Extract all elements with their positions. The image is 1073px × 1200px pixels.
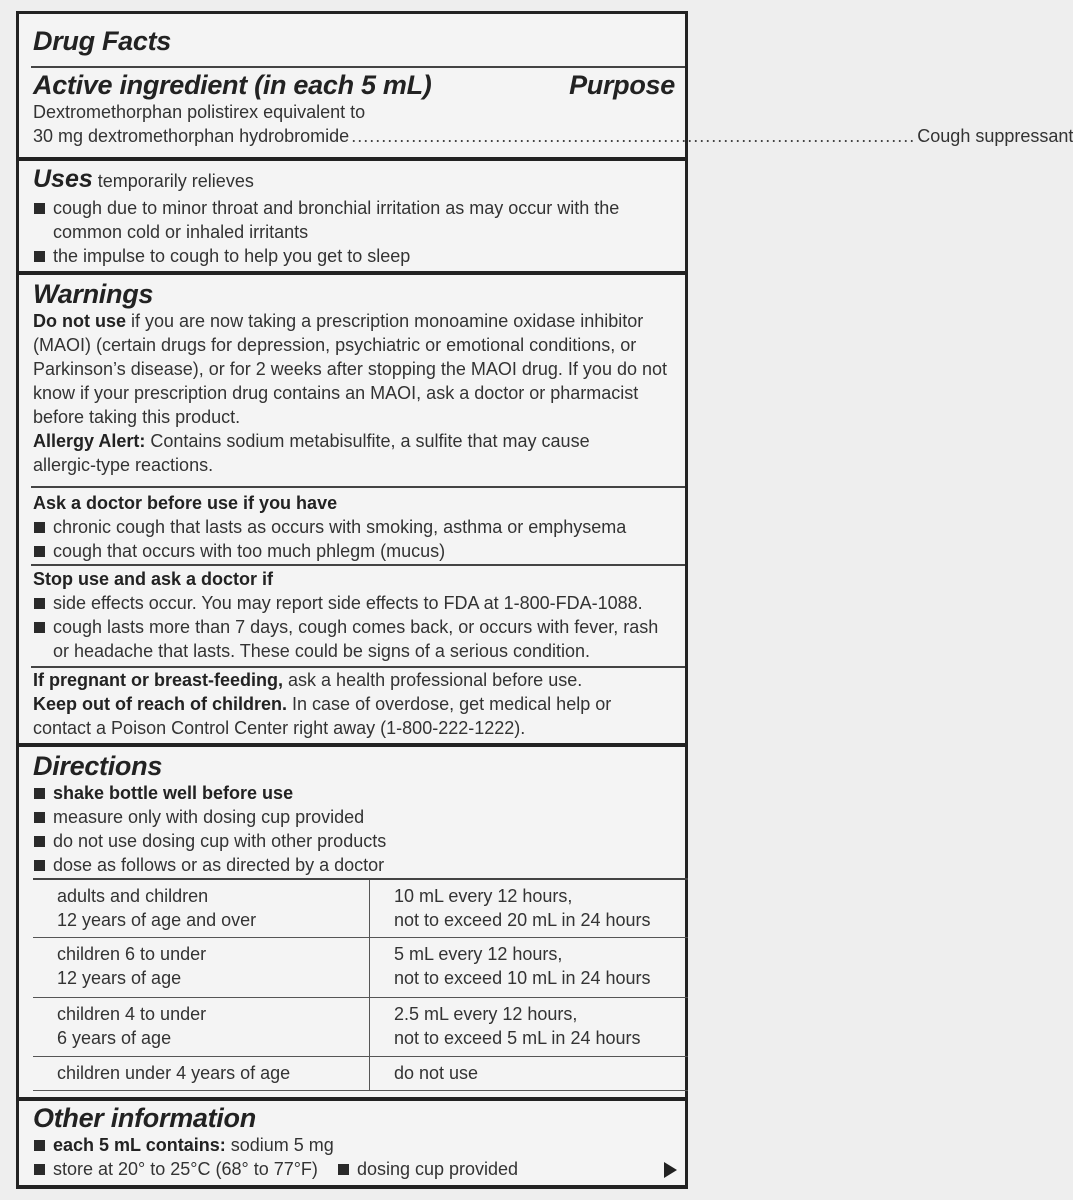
warnings-section <box>19 279 685 477</box>
purpose-text: Cough suppressant <box>917 126 1073 146</box>
directions-bullet-4: dose as follows or as directed by a doctor <box>33 853 675 877</box>
ask-doctor-heading: Ask a doctor before use if you have <box>33 493 338 513</box>
allergy-text: Contains sodium metabisulfite, a sulfite that may cause <box>145 431 590 451</box>
stop-use-bullet-2-cont: or headache that lasts. These could be signs of a serious condition. <box>53 641 591 661</box>
pregnancy-section <box>19 668 685 740</box>
directions-bullet-2: measure only with dosing cup provided <box>33 805 675 829</box>
allergy-alert-label: Allergy Alert: <box>33 431 146 451</box>
right-arrow-icon <box>664 1162 677 1178</box>
pregnancy-label: If pregnant or breast-feeding, <box>33 670 284 690</box>
other-bullet-2: store at 20° to 25°C (68° to 77°F) <box>33 1157 318 1181</box>
dose-cell: 2.5 mL every 12 hours, not to exceed 5 mL in 24 hours <box>370 997 689 1056</box>
age-cell: children 4 to under 6 years of age <box>33 997 370 1056</box>
uses-section <box>19 164 685 268</box>
warnings-heading: Warnings <box>33 279 154 309</box>
active-ingredient-text: 30 mg dextromethorphan hydrobromide <box>33 126 350 146</box>
dose-cell: 10 mL every 12 hours, not to exceed 20 mL in 24 hours <box>370 879 689 937</box>
do-not-use-label: Do not use <box>33 311 126 331</box>
do-not-use-line-2: (MAOI) (certain drugs for depression, psychiatric or emotional conditions, or <box>33 335 637 355</box>
do-not-use-line-3: Parkinson’s disease), or for 2 weeks after stopping the MAOI drug. If you do not <box>33 359 667 379</box>
drug-facts-title: Drug Facts <box>33 26 172 56</box>
divider <box>31 564 685 566</box>
allergy-line-1 <box>33 429 675 453</box>
title-section <box>19 26 685 56</box>
other-bullet-row <box>33 1157 675 1181</box>
section-divider <box>19 271 685 275</box>
active-ingredient-heading: Active ingredient (in each 5 mL) <box>33 70 432 100</box>
keep-out-label: Keep out of reach of children. <box>33 694 288 714</box>
keep-out-line-1 <box>33 692 675 716</box>
ask-doctor-bullet-1: chronic cough that lasts as occurs with smoking, asthma or emphysema <box>33 515 675 539</box>
active-line-1: Dextromethorphan polistirex equivalent to <box>33 102 366 122</box>
directions-section <box>19 751 685 877</box>
do-not-use-line-5: before taking this product. <box>33 407 241 427</box>
pregnancy-line <box>33 668 675 692</box>
keep-out-line-2: contact a Poison Control Center right away (1-800-222-1222). <box>33 718 526 738</box>
uses-bullet-1: cough due to minor throat and bronchial irritation as may occur with the <box>33 196 675 220</box>
ask-doctor-bullet-2: cough that occurs with too much phlegm (mucus) <box>33 539 675 563</box>
dosage-table <box>33 878 688 1091</box>
uses-bullet-2: the impulse to cough to help you get to sleep <box>33 244 675 268</box>
directions-heading: Directions <box>33 751 163 781</box>
pregnancy-text: ask a health professional before use. <box>283 670 583 690</box>
table-row <box>33 1056 688 1090</box>
purpose-heading: Purpose <box>569 70 675 100</box>
stop-use-bullet-1: side effects occur. You may report side effects to FDA at 1-800-FDA-1088. <box>33 591 675 615</box>
directions-bullet-3: do not use dosing cup with other products <box>33 829 675 853</box>
uses-intro: temporarily relieves <box>97 171 254 191</box>
sodium-text: sodium 5 mg <box>225 1135 334 1155</box>
sodium-label: each 5 mL contains: <box>53 1135 226 1155</box>
active-ingredient-section <box>19 70 1073 148</box>
keep-out-text: In case of overdose, get medical help or <box>287 694 612 714</box>
divider <box>31 486 685 488</box>
section-divider <box>19 743 685 747</box>
divider <box>31 66 685 68</box>
section-divider <box>19 157 685 161</box>
age-cell: children under 4 years of age <box>33 1056 370 1090</box>
dose-cell: 5 mL every 12 hours, not to exceed 10 mL in 24 hours <box>370 937 689 997</box>
age-cell: adults and children 12 years of age and over <box>33 879 370 937</box>
other-bullet-1 <box>33 1133 675 1157</box>
table-row <box>33 997 688 1056</box>
other-bullet-3: dosing cup provided <box>337 1157 518 1181</box>
directions-bullet-1: shake bottle well before use <box>33 781 675 805</box>
other-information-heading: Other information <box>33 1103 256 1133</box>
do-not-use-line-4: know if your prescription drug contains an MAOI, ask a doctor or pharmacist <box>33 383 639 403</box>
stop-use-bullet-2: cough lasts more than 7 days, cough comes back, or occurs with fever, rash <box>33 615 675 639</box>
section-divider <box>19 1097 685 1101</box>
stop-use-heading: Stop use and ask a doctor if <box>33 569 274 589</box>
do-not-use-text: if you are now taking a prescription monoamine oxidase inhibitor <box>126 311 644 331</box>
uses-bullet-1-cont: common cold or inhaled irritants <box>53 222 309 242</box>
dot-leader: .............................................................................................. <box>351 126 916 146</box>
ask-doctor-section <box>19 491 685 563</box>
allergy-line-2: allergic-type reactions. <box>33 455 214 475</box>
dose-cell: do not use <box>370 1056 689 1090</box>
other-information-section <box>19 1103 685 1181</box>
age-cell: children 6 to under 12 years of age <box>33 937 370 997</box>
table-row <box>33 937 688 997</box>
do-not-use-line-1 <box>33 309 675 333</box>
uses-heading: Uses <box>33 165 93 193</box>
stop-use-section <box>19 567 685 663</box>
active-line-2 <box>33 124 1073 148</box>
drug-facts-panel <box>16 11 1073 1189</box>
table-row <box>33 879 688 937</box>
